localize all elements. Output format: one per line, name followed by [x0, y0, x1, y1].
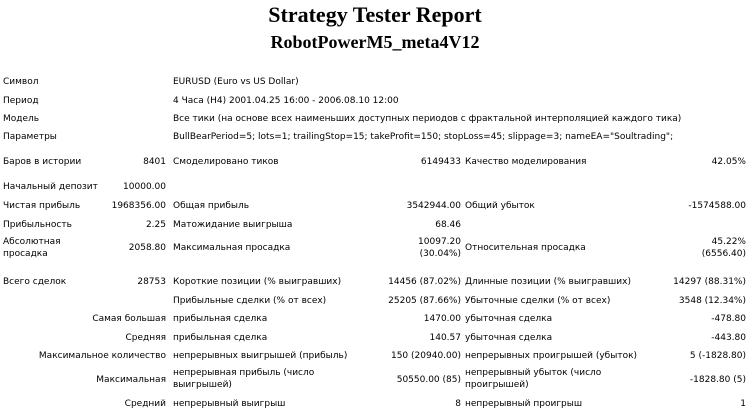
avg-consec-losses-label: непрерывный проигрыш: [465, 399, 583, 409]
profit-trades-label: Прибыльные сделки (% от всех): [173, 296, 327, 306]
max-consec-loss-label-2: проигрышей): [465, 380, 529, 390]
avg-consec-losses-value: 1: [740, 399, 746, 409]
max-consec-losses-value: 5 (-1828.80): [689, 351, 746, 361]
max-drawdown-label: Максимальная просадка: [173, 243, 291, 253]
largest-label: Самая большая: [92, 314, 166, 324]
gross-profit-label: Общая прибыль: [173, 201, 250, 211]
deposit-value: 10000.00: [123, 182, 166, 192]
rel-drawdown-value: 45.22%: [711, 237, 746, 247]
largest-profit-label: прибыльная сделка: [173, 314, 268, 324]
avg-consec-wins-value: 8: [455, 399, 461, 409]
max-consec-loss-label-1: непрерывный убыток (число: [465, 368, 602, 378]
profit-trades-value: 25205 (87.66%): [388, 296, 461, 306]
max-consec-profit-label-1: непрерывная прибыль (число: [173, 368, 315, 378]
largest-loss-value: -478.80: [711, 314, 746, 324]
avg-consec-wins-label: непрерывный выигрыш: [173, 399, 286, 409]
max-consec-profit-label-2: выигрышей): [173, 380, 232, 390]
symbol-value: EURUSD (Euro vs US Dollar): [173, 77, 299, 87]
max-consec-wins-value: 150 (20940.00): [390, 351, 461, 361]
gross-loss-value: -1574588.00: [688, 201, 746, 211]
bars-value: 8401: [143, 157, 166, 167]
period-label: Период: [3, 96, 39, 106]
gross-profit-value: 3542944.00: [406, 201, 461, 211]
largest-loss-label: убыточная сделка: [465, 314, 553, 324]
loss-trades-value: 3548 (12.34%): [678, 296, 746, 306]
model-value: Все тики (на основе всех наименьших доступных периодов с фрактальной интерполяцией каждого тика): [173, 114, 682, 124]
max-consec-loss-value: -1828.80 (5): [689, 375, 746, 385]
rel-drawdown-amount: (6556.40): [701, 249, 746, 259]
max-drawdown-value: 10097.20: [418, 237, 461, 247]
net-profit-label: Чистая прибыль: [3, 201, 81, 211]
max-consec-losses-label: непрерывных проигрышей (убыток): [465, 351, 638, 361]
loss-trades-label: Убыточные сделки (% от всех): [465, 296, 611, 306]
net-profit-value: 1968356.00: [111, 201, 166, 211]
abs-drawdown-label-2: просадка: [3, 249, 48, 259]
average-label: Средняя: [125, 333, 166, 343]
long-positions-label: Длинные позиции (% выигравших): [465, 277, 631, 287]
average-loss-value: -443.80: [711, 333, 746, 343]
expected-payoff-value: 68.46: [435, 220, 461, 230]
average-profit-label: прибыльная сделка: [173, 333, 268, 343]
profit-factor-value: 2.25: [145, 220, 166, 230]
params-label: Параметры: [3, 132, 57, 142]
max-drawdown-percent: (30.04%): [419, 249, 461, 259]
largest-profit-value: 1470.00: [423, 314, 461, 324]
total-trades-label: Всего сделок: [3, 277, 67, 287]
report-title: Strategy Tester Report: [268, 2, 482, 27]
gross-loss-label: Общий убыток: [465, 201, 535, 211]
max-count-label: Максимальное количество: [38, 351, 166, 361]
quality-label: Качество моделирования: [465, 157, 587, 167]
deposit-label: Начальный депозит: [3, 182, 98, 192]
ticks-label: Смоделировано тиков: [173, 157, 279, 167]
expected-payoff-label: Матожидание выигрыша: [173, 220, 293, 230]
short-positions-value: 14456 (87.02%): [388, 277, 461, 287]
total-trades-value: 28753: [137, 277, 166, 287]
period-value: 4 Часа (H4) 2001.04.25 16:00 - 2006.08.10 12:00: [173, 96, 399, 106]
max-consec-wins-label: непрерывных выигрышей (прибыль): [173, 351, 348, 361]
avg-consec-label: Средний: [124, 399, 166, 409]
report-subtitle: RobotPowerM5_meta4V12: [270, 32, 480, 52]
bars-label: Баров в истории: [3, 157, 82, 167]
average-loss-label: убыточная сделка: [465, 333, 553, 343]
quality-value: 42.05%: [711, 157, 746, 167]
max-consec-profit-value: 50550.00 (85): [396, 375, 461, 385]
abs-drawdown-label-1: Абсолютная: [3, 237, 61, 247]
profit-factor-label: Прибыльность: [3, 220, 72, 230]
average-profit-value: 140.57: [429, 333, 461, 343]
rel-drawdown-label: Относительная просадка: [465, 243, 586, 253]
symbol-label: Символ: [3, 77, 39, 87]
max-amount-label: Максимальная: [96, 375, 166, 385]
ticks-value: 6149433: [420, 157, 461, 167]
model-label: Модель: [3, 114, 40, 124]
long-positions-value: 14297 (88.31%): [673, 277, 746, 287]
short-positions-label: Короткие позиции (% выигравших): [173, 277, 342, 287]
params-value: BullBearPeriod=5; lots=1; trailingStop=15; takeProfit=150; stopLoss=45; slippage=3; nameEA="Soultrading";: [173, 132, 674, 142]
abs-drawdown-value: 2058.80: [128, 243, 166, 253]
